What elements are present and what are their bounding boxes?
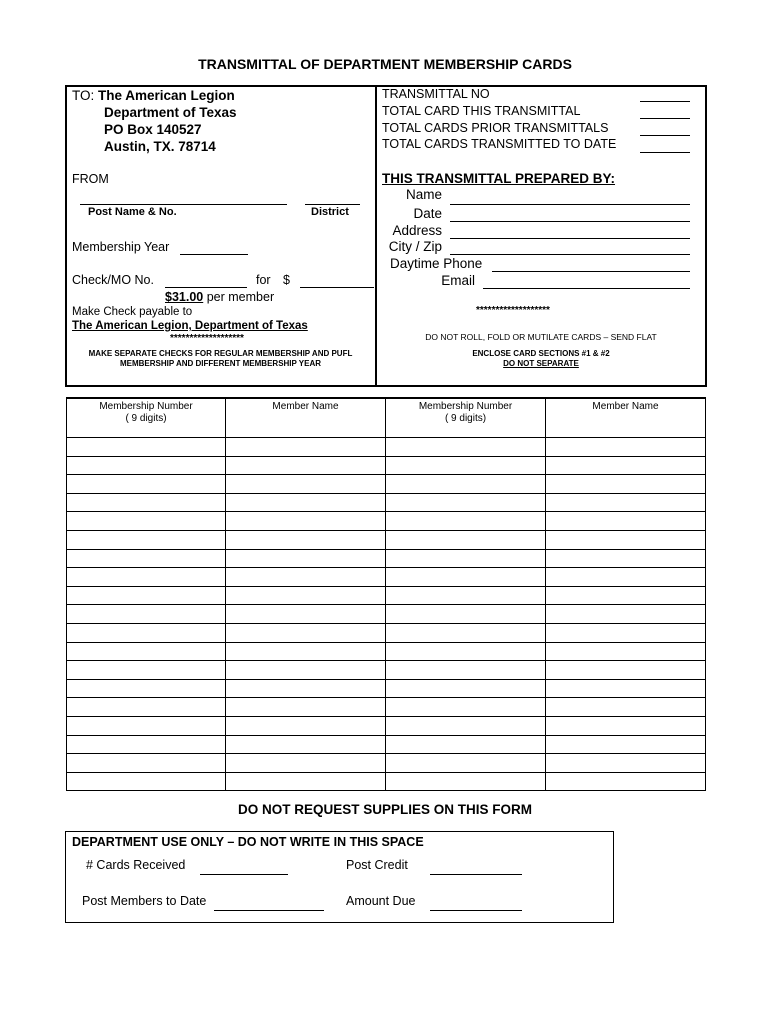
member-name-cell[interactable]	[226, 493, 386, 512]
membership-number-cell[interactable]	[67, 679, 226, 698]
post-credit-label: Post Credit	[346, 858, 408, 872]
membership-number-cell[interactable]	[67, 642, 226, 661]
membership-number-cell[interactable]	[386, 642, 546, 661]
col-header-membership-number-1: Membership Number ( 9 digits)	[67, 398, 226, 438]
table-row	[67, 642, 706, 661]
membership-number-cell[interactable]	[67, 530, 226, 549]
name-line[interactable]	[450, 204, 690, 205]
table-row	[67, 605, 706, 624]
check-number-line[interactable]	[165, 287, 247, 288]
member-name-cell[interactable]	[546, 605, 706, 624]
col-header-member-name-2: Member Name	[546, 398, 706, 438]
member-name-cell[interactable]	[226, 661, 386, 680]
table-row	[67, 530, 706, 549]
from-label: FROM	[72, 172, 109, 186]
per-member-label: per member	[206, 290, 275, 304]
membership-year-line[interactable]	[180, 254, 248, 255]
table-row	[67, 772, 706, 791]
member-name-cell[interactable]	[226, 623, 386, 642]
table-row	[67, 438, 706, 457]
member-name-cell[interactable]	[226, 549, 386, 568]
table-row	[67, 456, 706, 475]
post-members-label: Post Members to Date	[82, 894, 207, 908]
transmittal-stars: *******************	[476, 305, 550, 316]
payable-to-label: Make Check payable to	[72, 306, 193, 318]
phone-line[interactable]	[492, 271, 690, 272]
member-name-cell[interactable]	[226, 679, 386, 698]
prepared-by-heading: THIS TRANSMITTAL PREPARED BY:	[382, 171, 616, 186]
member-name-cell[interactable]	[226, 642, 386, 661]
post-name-line[interactable]	[80, 204, 287, 205]
membership-number-cell[interactable]	[386, 586, 546, 605]
separate-checks-line2: MEMBERSHIP AND DIFFERENT MEMBERSHIP YEAR	[119, 359, 322, 368]
cards-received-label: # Cards Received	[86, 858, 186, 872]
member-name-cell[interactable]	[226, 754, 386, 773]
membership-number-cell[interactable]	[67, 623, 226, 642]
member-name-cell[interactable]	[226, 772, 386, 791]
post-members-line[interactable]	[214, 910, 324, 911]
membership-number-cell[interactable]	[67, 549, 226, 568]
email-line[interactable]	[483, 288, 690, 289]
from-stars: *******************	[170, 333, 244, 344]
member-name-cell[interactable]	[546, 438, 706, 457]
address-line[interactable]	[450, 238, 690, 239]
total-prior-line[interactable]	[640, 135, 690, 136]
col-header-member-name-1: Member Name	[226, 398, 386, 438]
membership-number-cell[interactable]	[67, 661, 226, 680]
dollar-sign: $	[283, 273, 290, 287]
city-zip-label: City / Zip	[388, 239, 442, 254]
department-use-header: DEPARTMENT USE ONLY – DO NOT WRITE IN THIS SPACE	[72, 835, 424, 849]
member-name-cell[interactable]	[546, 716, 706, 735]
enclose-note: ENCLOSE CARD SECTIONS #1 & #2	[472, 349, 610, 358]
member-name-cell[interactable]	[226, 456, 386, 475]
member-name-cell[interactable]	[546, 679, 706, 698]
transmittal-no-label: TRANSMITTAL NO	[382, 87, 490, 101]
table-row	[67, 754, 706, 773]
member-name-cell[interactable]	[546, 475, 706, 494]
col-header-membership-number-2: Membership Number ( 9 digits)	[386, 398, 546, 438]
table-row	[67, 735, 706, 754]
member-name-cell[interactable]	[546, 568, 706, 587]
table-row	[67, 512, 706, 531]
total-this-label: TOTAL CARD THIS TRANSMITTAL	[382, 104, 581, 118]
membership-number-cell[interactable]	[67, 772, 226, 791]
date-label: Date	[413, 206, 442, 221]
member-name-cell[interactable]	[546, 661, 706, 680]
table-row	[67, 493, 706, 512]
total-date-label: TOTAL CARDS TRANSMITTED TO DATE	[382, 137, 617, 151]
member-name-cell[interactable]	[226, 568, 386, 587]
to-line2: Department of Texas	[104, 105, 237, 120]
membership-number-cell[interactable]	[67, 438, 226, 457]
check-label: Check/MO No.	[72, 273, 154, 287]
member-table	[66, 397, 706, 791]
membership-number-cell[interactable]	[67, 512, 226, 531]
member-name-cell[interactable]	[546, 586, 706, 605]
membership-number-cell[interactable]	[386, 475, 546, 494]
district-label: District	[311, 206, 349, 218]
table-row	[67, 623, 706, 642]
member-name-cell[interactable]	[546, 456, 706, 475]
membership-year-label: Membership Year	[72, 240, 170, 254]
membership-number-cell[interactable]	[386, 456, 546, 475]
membership-number-cell[interactable]	[386, 754, 546, 773]
separate-checks-line1: MAKE SEPARATE CHECKS FOR REGULAR MEMBERSHIP AND PUFL	[88, 349, 353, 358]
name-label: Name	[405, 187, 442, 202]
member-name-cell[interactable]	[546, 623, 706, 642]
to-prefix: TO:	[72, 88, 95, 103]
table-row	[67, 475, 706, 494]
for-label: for	[256, 273, 271, 287]
to-line3: PO Box 140527	[104, 122, 202, 137]
form-title: TRANSMITTAL OF DEPARTMENT MEMBERSHIP CARDS	[198, 56, 572, 72]
cards-received-line[interactable]	[200, 874, 288, 875]
table-row	[67, 698, 706, 717]
email-label: Email	[441, 273, 475, 288]
membership-number-cell[interactable]	[67, 475, 226, 494]
member-name-cell[interactable]	[226, 698, 386, 717]
table-row	[67, 568, 706, 587]
member-name-cell[interactable]	[226, 716, 386, 735]
member-name-cell[interactable]	[226, 530, 386, 549]
membership-number-cell[interactable]	[386, 623, 546, 642]
membership-number-cell[interactable]	[67, 735, 226, 754]
price-per-member: $31.00	[165, 290, 204, 304]
post-name-label: Post Name & No.	[88, 206, 177, 218]
membership-number-cell[interactable]	[67, 698, 226, 717]
total-date-line[interactable]	[640, 152, 690, 153]
membership-number-cell[interactable]	[386, 549, 546, 568]
membership-number-cell[interactable]	[386, 698, 546, 717]
membership-number-cell[interactable]	[386, 679, 546, 698]
do-not-roll-note: DO NOT ROLL, FOLD OR MUTILATE CARDS – SEND FLAT	[425, 332, 657, 342]
member-name-cell[interactable]	[546, 512, 706, 531]
date-line[interactable]	[450, 221, 690, 222]
member-name-cell[interactable]	[226, 438, 386, 457]
total-this-line[interactable]	[640, 118, 690, 119]
do-not-separate-note: DO NOT SEPARATE	[503, 359, 579, 368]
city-zip-line[interactable]	[450, 254, 690, 255]
membership-number-cell[interactable]	[386, 438, 546, 457]
membership-number-cell[interactable]	[386, 605, 546, 624]
membership-number-cell[interactable]	[67, 716, 226, 735]
member-name-cell[interactable]	[226, 735, 386, 754]
phone-label: Daytime Phone	[390, 256, 483, 271]
payee-name: The American Legion, Department of Texas	[72, 320, 308, 332]
to-line4: Austin, TX. 78714	[104, 139, 216, 154]
table-row	[67, 679, 706, 698]
membership-number-cell[interactable]	[386, 661, 546, 680]
membership-number-cell[interactable]	[67, 456, 226, 475]
member-name-cell[interactable]	[226, 475, 386, 494]
membership-number-cell[interactable]	[67, 493, 226, 512]
member-name-cell[interactable]	[546, 549, 706, 568]
membership-number-cell[interactable]	[386, 716, 546, 735]
membership-number-cell[interactable]	[386, 512, 546, 531]
membership-number-cell[interactable]	[67, 754, 226, 773]
amount-due-line[interactable]	[430, 910, 522, 911]
member-name-cell[interactable]	[546, 772, 706, 791]
membership-number-cell[interactable]	[386, 493, 546, 512]
amount-due-label: Amount Due	[346, 894, 416, 908]
member-name-cell[interactable]	[226, 512, 386, 531]
member-name-cell[interactable]	[546, 754, 706, 773]
membership-number-cell[interactable]	[386, 530, 546, 549]
district-line[interactable]	[305, 204, 360, 205]
member-name-cell[interactable]	[546, 493, 706, 512]
membership-number-cell[interactable]	[67, 568, 226, 587]
membership-number-cell[interactable]	[67, 586, 226, 605]
member-name-cell[interactable]	[546, 642, 706, 661]
table-row	[67, 716, 706, 735]
no-supplies-notice: DO NOT REQUEST SUPPLIES ON THIS FORM	[237, 802, 533, 817]
member-name-cell[interactable]	[546, 735, 706, 754]
table-row	[67, 549, 706, 568]
transmittal-no-line[interactable]	[640, 101, 690, 102]
address-label: Address	[392, 223, 442, 238]
post-credit-line[interactable]	[430, 874, 522, 875]
table-row	[67, 661, 706, 680]
member-name-cell[interactable]	[546, 698, 706, 717]
membership-number-cell[interactable]	[386, 735, 546, 754]
member-name-cell[interactable]	[546, 530, 706, 549]
membership-number-cell[interactable]	[67, 605, 226, 624]
member-name-cell[interactable]	[226, 605, 386, 624]
table-row	[67, 586, 706, 605]
member-name-cell[interactable]	[226, 586, 386, 605]
check-amount-line[interactable]	[300, 287, 374, 288]
membership-number-cell[interactable]	[386, 772, 546, 791]
total-prior-label: TOTAL CARDS PRIOR TRANSMITTALS	[382, 121, 609, 135]
to-line1: The American Legion	[98, 88, 235, 103]
membership-number-cell[interactable]	[386, 568, 546, 587]
